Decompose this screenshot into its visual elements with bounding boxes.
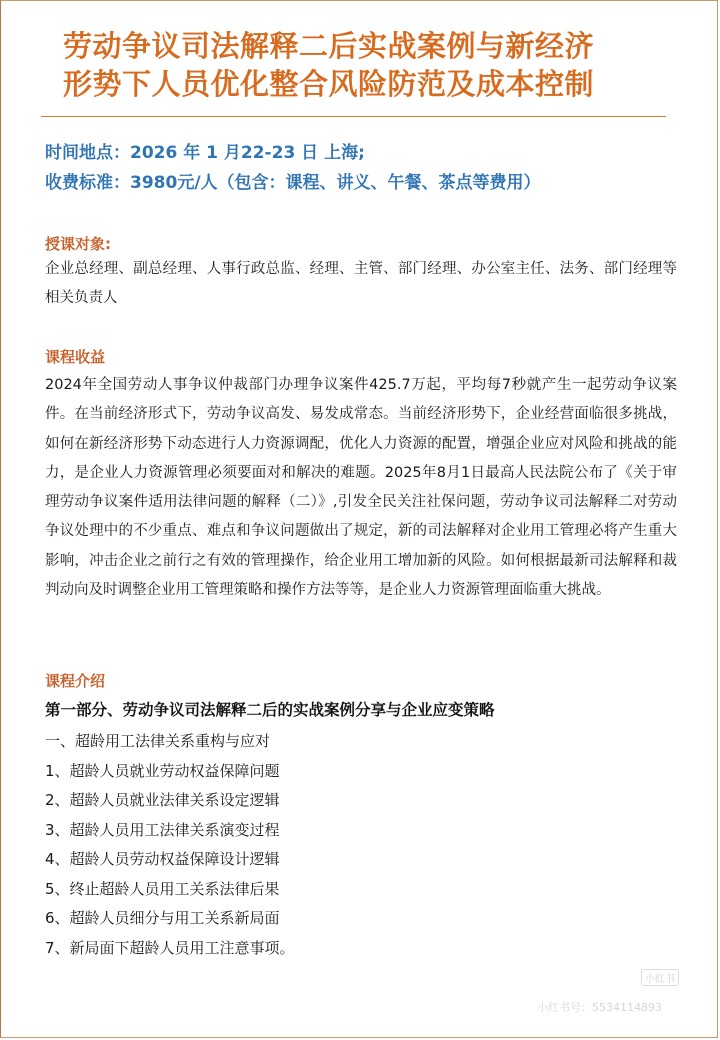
outline-item: 7、新局面下超龄人员用工注意事项。 bbox=[45, 938, 295, 957]
document-title bbox=[63, 27, 673, 103]
outline-item: 2、超龄人员就业法律关系设定逻辑 bbox=[45, 791, 280, 809]
watermark-id: 小红书号：5534114893 bbox=[537, 1001, 662, 1014]
title-line-2: 形势下人员优化整合风险防范及成本控制 bbox=[63, 67, 595, 101]
benefits-text: 2024年全国劳动人事争议仲裁部门办理争议案件425.7万起，平均每7秒就产生一起劳动争议案件。在当前经济形式下，劳动争议高发、易发成常态。当前经济形势下，企业经营面临很多挑战，如何在新经济形势下动态进行人力资源调配，优化人力资源的配置，增强企业应对风险和挑战的能力，是企业人力资源管理必须要面对和解决的难题。2025年8月1日最高人民法院公布了《关于审理劳动争议案件适用法律问题的解释（二）》,引发全民关注社保问题，劳动争议司法解释二对劳动争议处理中的不少重点、难点和争议问题做出了规定，新的司法解释对企业用工管理必将产生重大影响，冲击企业之前行之有效的管理操作，给企业用工增加新的风险。如何根据最新司法解释和裁判动向及时调整企业用工管理策略和操作方法等等，是企业人力资源管理面临重大挑战。 bbox=[45, 377, 677, 599]
fee-line: 收费标准：3980元/人（包含：课程、讲义、午餐、茶点等费用） bbox=[45, 173, 541, 193]
outline-item: 5、终止超龄人员用工关系法律后果 bbox=[45, 879, 280, 898]
time-place-line: 时间地点：2026 年 1 月22-23 日 上海; bbox=[45, 143, 365, 163]
intro-heading: 课程介绍 bbox=[45, 672, 106, 690]
audience-heading: 授课对象: bbox=[45, 235, 111, 253]
title-divider bbox=[41, 116, 666, 117]
outline-item: 一、超龄用工法律关系重构与应对 bbox=[45, 732, 271, 750]
outline-item: 1、超龄人员就业劳动权益保障问题 bbox=[45, 761, 280, 780]
outline-item: 3、超龄人员用工法律关系演变过程 bbox=[45, 820, 280, 839]
audience-text: 企业总经理、副总经理、人事行政总监、经理、主管、部门经理、办公室主任、法务、部门经理等相关负责人 bbox=[45, 261, 677, 307]
title-line-1: 劳动争议司法解释二后实战案例与新经济 bbox=[63, 29, 595, 63]
outline-item: 6、超龄人员细分与用工关系新局面 bbox=[45, 909, 280, 927]
outline-item: 4、超龄人员劳动权益保障设计逻辑 bbox=[45, 850, 280, 868]
benefits-heading: 课程收益 bbox=[45, 348, 106, 366]
outline-list bbox=[45, 727, 295, 963]
watermark-logo: 小红书 bbox=[641, 969, 679, 986]
part-one-title: 第一部分、劳动争议司法解释二后的实战案例分享与企业应变策略 bbox=[45, 701, 495, 719]
